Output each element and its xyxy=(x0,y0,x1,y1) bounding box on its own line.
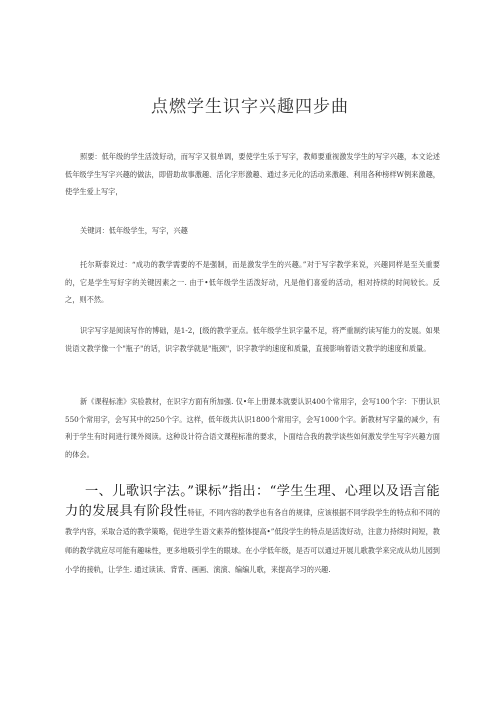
body-paragraph-2: 识字写字是阅读写作的博础，是1-2，[级的教学亚点。低年级学生识字量不足，将严重制约读写能力的发展。如果说语文教学像一个"瓶子"的话，识字教学就是"瓶颈"，识字教学的速度和质量，直接影响着语文教学的速度和质量。 xyxy=(65,326,440,353)
body-paragraph-1: 托尔斯泰说过：“成功的教学需要的不是强制，而是激发学生的兴趣。”对于写字教学来说，兴趣同样是至关重要的，它是学生写好字的关键因素之一. 由于•低年级学生活泼好动，凡是他们喜爱的活动，相对持续的时间较长。反之，则不然。 xyxy=(65,260,440,304)
keywords-line: 关键词：低年级学生，写字，兴趣 xyxy=(80,226,188,235)
section-one-body: 特征，不同内容的教学也有各自的规律，应该根据不同学段学生的特点和不同的教学内容，采取合适的教学策略，促进学生语文素养的整体提高•”低段学生的特点是活泼好动，注意力持续时间短，教师的教学就应尽可能有趣味性，更多地吸引学生的眼球。在小学低年级，是否可以通过开展儿歌教学来完成从幼儿园到小学的接轨，让学生. 通过读读、背背、画画、演演、编编儿歌，来提高学习的兴趣. xyxy=(65,508,440,574)
document-title: 点燃学生识字兴趣四步曲 xyxy=(151,97,349,117)
section-one-paragraph xyxy=(65,482,440,579)
section-one-heading: 一、儿歌识字法。”课标”指出：“学生生理、心理以及语言能力的发展具有阶段性 xyxy=(65,484,440,519)
body-paragraph-3: 新《课程标准》实验教材，在识字方面有所加强. 仅•年上册课本就要认识400个常用字，会写100个字：下册认识550个常用字，会写其中的250个字。这样，低年级共认识1800个常用字，会写1000个字。新教材写字量的减少，有利于学生有时间进行课外阅读。这种设计符合语文课程标准的要求，卜面结合我的教学谈些如何激发学生写字兴趣方面的体会。 xyxy=(65,397,440,459)
abstract-paragraph: 照要：低年级的学生活泼好动，而写字又很单调，要使学生乐于写字，教师要重视激发学生的写字兴趣，本文论述低年级学生写字兴趣的做法，即借助故事激趣、活化字形激趣、通过多元化的活动来激趣、利用各种榜样W例来激趣，使学生爱上写字， xyxy=(65,152,440,196)
